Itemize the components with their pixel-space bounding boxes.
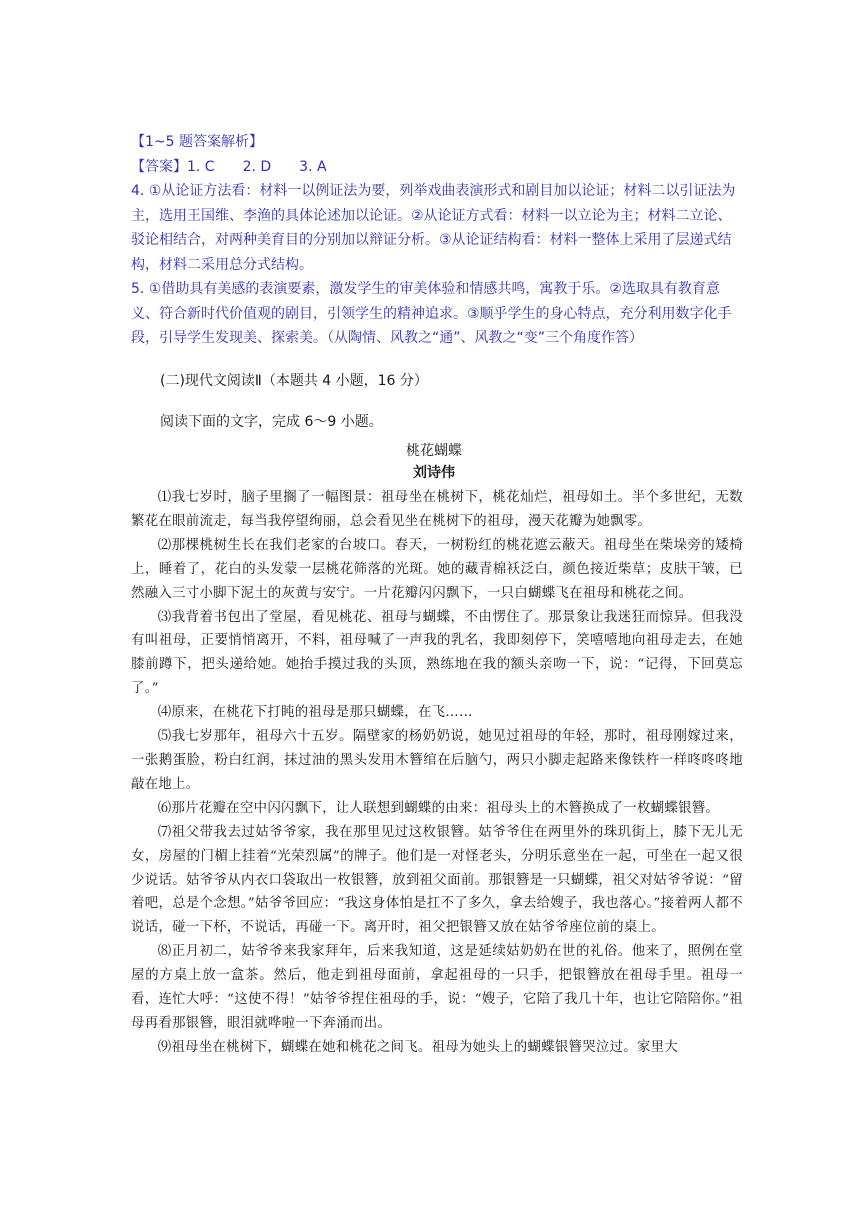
paragraph: ⑹那片花瓣在空中闪闪飘下，让人联想到蝴蝶的由来：祖母头上的木簪换成了一枚蝴蝶银簪。 [157,800,720,816]
paragraph: ⑶我背着书包出了堂屋，看见桃花、祖母与蝴蝶，不由愣住了。那景象让我迷狂而惊异。但我没有叫祖母，正要悄悄离开，不料，祖母喊了一声我的乳名，我即刻停下，笑嘻嘻地向祖母走去，在她膝前蹲下，把头递给她。她抬手摸过我的头顶，熟练地在我的额头亲吻一下，说：“记得，下回莫忘了。” [131,609,743,697]
paragraph: ⑼祖母坐在桃树下，蝴蝶在她和桃花之间飞。祖母为她头上的蝴蝶银簪哭泣过。家里大 [157,1039,679,1055]
answer-q5: 5. ①借助具有美感的表演要素，激发学生的审美体验和情感共鸣，寓教于乐。②选取具有教育意义、符合新时代价值观的剧目，引领学生的精神追求。③顺乎学生的身心特点，充分利用数字化手段，引导学生发现美、探索美。（从陶情、风教之“通”、风教之“变”三个角度作答） [131,281,732,346]
answer-mcq: 【答案】1. C 2. D 3. A [131,158,327,175]
paragraph: ⑷原来，在桃花下打盹的祖母是那只蝴蝶，在飞…… [157,705,473,721]
paragraph: ⑴我七岁时，脑子里搁了一幅图景：祖母坐在桃树下，桃花灿烂，祖母如土。半个多世纪，无数繁花在眼前流走，每当我停望绚丽，总会看见坐在桃树下的祖母，漫天花瓣为她飘零。 [131,490,743,529]
paragraph: ⑵那棵桃树生长在我们老家的台坡口。春天，一树粉红的桃花遮云蔽天。祖母坐在柴垛旁的矮椅上，睡着了，花白的头发蒙一层桃花筛落的光斑。她的藏青棉袄泛白，颜色接近柴草；皮肤干皱，已然融入三寸小脚下泥土的灰黄与安宁。一片花瓣闪闪飘下，一只白蝴蝶飞在祖母和桃花之间。 [131,537,743,601]
answer-header: 【1~5 题答案解析】 [131,134,263,150]
answer-q4: 4. ①从论证方法看：材料一以例证法为要，列举戏曲表演形式和剧目加以论证；材料二以引证法为主，选用王国维、李渔的具体论述加以论证。②从论证方式看：材料一以立论为主；材料二立论、驳论相结合，对两种美育目的分别加以辩证分析。③从论证结构看：材料一整体上采用了层递式结构，材料二采用总分式结构。 [131,183,736,273]
article-body [131,486,743,1060]
paragraph: ⑸我七岁那年，祖母六十五岁。隔壁家的杨奶奶说，她见过祖母的年轻，那时，祖母刚嫁过来，一张鹅蛋脸，粉白红润，抹过油的黑头发用木簪绾在后脑勺，两只小脚走起路来像铁杵一样咚咚咚地敲在地上。 [131,729,743,792]
section-heading: (二)现代文阅读Ⅱ（本题共 4 小题，16 分） [160,373,428,389]
answer-analysis [131,130,741,351]
article-title: 桃花蝴蝶 [406,443,462,459]
reading-instruction: 阅读下面的文字，完成 6～9 小题。 [160,414,383,430]
paragraph: ⑻正月初二，姑爷爷来我家拜年，后来我知道，这是延续姑奶奶在世的礼俗。他来了，照例在堂屋的方桌上放一盒茶。然后，他走到祖母面前，拿起祖母的一只手，把银簪放在祖母手里。祖母一看，连忙大呼：“这使不得！”姑爷爷捏住祖母的手，说：“嫂子，它陪了我几十年，也让它陪陪你。”祖母再看那银簪，眼泪就哗啦一下奔涌而出。 [131,944,743,1031]
article-author: 刘诗伟 [413,465,455,481]
paragraph: ⑺祖父带我去过姑爷爷家，我在那里见过这枚银簪。姑爷爷住在两里外的珠玑街上，膝下无儿无女，房屋的门楣上挂着“光荣烈属”的牌子。他们是一对怪老头，分明乐意坐在一起，可坐在一起又很少说话。姑爷爷从内衣口袋取出一枚银簪，放到祖父面前。那银簪是一只蝴蝶，祖父对姑爷爷说：“留着吧，总是个念想。”姑爷爷回应：“我这身体怕是扛不了多久，拿去给嫂子，我也落心。”接着两人都不说话，碰一下杯，不说话，再碰一下。离开时，祖父把银簪又放在姑爷爷座位前的桌上。 [131,824,743,936]
